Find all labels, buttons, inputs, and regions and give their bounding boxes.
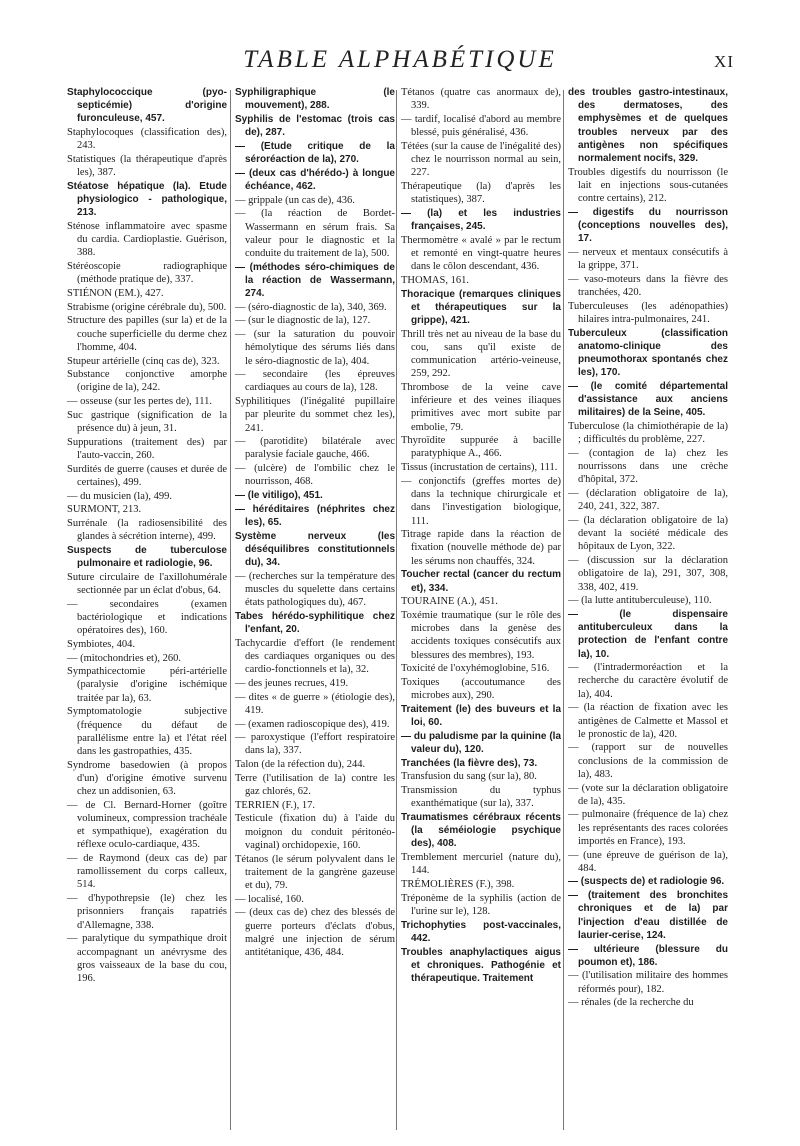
- index-entry: — (le dispensaire antituberculeux dans la protection de l'enfant contre la), 10.: [568, 608, 728, 660]
- index-entry: — (le vitiligo), 451.: [235, 490, 323, 502]
- index-entry: — de Cl. Bernard-Horner (goître volumineux, compression trachéale et sympathique), exagération du réflexe oculo-cardiaque, 435.: [67, 799, 227, 851]
- index-entry: Surrénale (la radiosensibilité des glandes à sécrétion interne), 499.: [67, 518, 227, 543]
- index-entry: — dites « de guerre » (étiologie des), 419.: [235, 691, 395, 716]
- index-entry: Tachycardie d'effort (le rendement des cardiaques organiques ou des cardio-fonctionnels et la), 32.: [235, 637, 395, 676]
- index-entry: Structure des papilles (sur la) et de la couche superficielle du derme chez l'homme, 404.: [67, 315, 227, 353]
- index-entry: — secondaire (les épreuves cardiaques au cours de la), 128.: [235, 369, 395, 394]
- index-entry: Traitement (le) des buveurs et la loi, 60.: [401, 703, 561, 729]
- index-entry: Titrage rapide dans la réaction de fixation (nouvelle méthode de) par les sérums non chauffés, 324.: [401, 529, 561, 567]
- index-entry: Syphiligraphique (le mouvement), 288.: [235, 87, 395, 112]
- index-entry: — (la) et les industries françaises, 245.: [401, 207, 561, 233]
- index-entry: Tréponème de la syphilis (action de l'urine sur le), 128.: [401, 892, 561, 917]
- index-entry: — de Raymond (deux cas de) par ramollissement du corps calleux, 514.: [67, 853, 227, 891]
- index-entry: Tuberculeux (classification anatomo-clinique des pneumothorax spontanés chez les), 170.: [568, 327, 728, 379]
- index-column-2: [235, 86, 395, 1136]
- index-entry: Staphylococcique (pyo-septicémie) d'origine furonculeuse, 457.: [67, 87, 227, 125]
- index-entry: Stéréoscopie radiographique (méthode pratique de), 337.: [67, 261, 227, 286]
- index-entry: — (Etude critique de la séroréaction de la), 270.: [235, 140, 395, 166]
- index-entry: — conjonctifs (greffes mortes de) dans la technique chirurgicale et dans l'investigation biologique, 111.: [401, 475, 561, 527]
- index-column-3: [401, 86, 561, 1136]
- index-entry: — (méthodes séro-chimiques de la réaction de Wassermann, 274.: [235, 261, 395, 300]
- index-entry: Thoracique (remarques cliniques et thérapeutiques sur la grippe), 421.: [401, 288, 561, 326]
- index-entry: Tétanos (le sérum polyvalent dans le traitement de la gangrène gazeuse et du), 79.: [235, 853, 395, 891]
- index-entry: — (vote sur la déclaration obligatoire de la), 435.: [568, 782, 728, 807]
- index-entry: — (discussion sur la déclaration obligatoire de la), 291, 307, 308, 338, 402, 419.: [568, 555, 728, 593]
- index-entry: — du musicien (la), 499.: [67, 490, 172, 502]
- page-number: XI: [714, 52, 734, 71]
- index-entry: Suspects de tuberculose pulmonaire et radiologie, 96.: [67, 544, 227, 570]
- index-entry: — (séro-diagnostic de la), 340, 369.: [235, 301, 387, 313]
- index-entry: — paroxystique (l'effort respiratoire dans la), 337.: [235, 732, 395, 757]
- index-entry: SURMONT, 213.: [67, 504, 142, 516]
- index-entry: — (déclaration obligatoire de la), 240, 241, 322, 387.: [568, 488, 728, 513]
- index-entry: — d'hypothrepsie (le) chez les prisonniers français rapatriés d'Allemagne, 338.: [67, 893, 227, 931]
- index-entry: Syphilis de l'estomac (trois cas de), 287.: [235, 113, 395, 139]
- index-entry: Tabes hérédo-syphilitique chez l'enfant, 20.: [235, 610, 395, 636]
- index-entry: — (rapport sur de nouvelles conclusions de la commission de la), 483.: [568, 742, 728, 780]
- index-entry: — osseuse (sur les pertes de), 111.: [67, 396, 213, 408]
- index-entry: — pulmonaire (fréquence de la) chez les représentants des races colorées importés en France), 193.: [568, 809, 728, 847]
- index-entry: Sténose inflammatoire avec spasme du cardia. Cardioplastie. Guérison, 388.: [67, 221, 227, 259]
- index-entry: Tuberculeuses (les adénopathies) hilaires intra-pulmonaires, 241.: [568, 300, 728, 325]
- column-rule: [396, 90, 397, 1130]
- index-entry: Syphilitiques (l'inégalité pupillaire par pleurite du sommet chez les), 241.: [235, 396, 395, 434]
- index-entry: Thrill très net au niveau de la base du cou, sans qu'il existe de communication artério-veineuse, 259, 292.: [401, 328, 561, 380]
- index-entry: Sympathicectomie péri-artérielle (paralysie d'origine ischémique traitée par la), 63.: [67, 666, 227, 704]
- index-entry: Symbiotes, 404.: [67, 638, 135, 650]
- index-entry: — (mitochondries et), 260.: [67, 652, 182, 664]
- index-entry: Toxicité de l'oxyhémoglobine, 516.: [401, 663, 550, 675]
- index-entry: Thermomètre « avalé » par le rectum et remonté en vingt-quatre heures dans le côlon descendant, 436.: [401, 234, 561, 273]
- index-entry: Troubles digestifs du nourrisson (le lait en injections sous-cutanées contre certains), 212.: [568, 166, 728, 205]
- index-column-1: [67, 86, 227, 1136]
- index-entry: Toxémie traumatique (sur le rôle des microbes dans la genèse des accidents toxiques consécutifs aux blessures des membres), 193.: [401, 609, 561, 661]
- index-entry: — paralytique du sympathique droit accompagnant un anévrysme des gros vaisseaux de la base du cou, 196.: [67, 933, 227, 984]
- index-entry: Toucher rectal (cancer du rectum et), 334.: [401, 569, 561, 594]
- index-entry: Traumatismes cérébraux récents (la séméiologie psychique des), 408.: [401, 811, 561, 850]
- index-entry: — (la réaction de Bordet-Wassermann en sérum frais. Sa valeur pour le diagnostic et la conduite du traitement de la), 500.: [235, 208, 395, 259]
- index-entry: — (sur la saturation du pouvoir hémolytique des sérums liés dans le séro-diagnostic de la), 404.: [235, 329, 395, 367]
- index-entry: Tuberculose (la chimiothérapie de la) ; difficultés du problème, 227.: [568, 421, 728, 446]
- column-rule: [230, 90, 231, 1130]
- index-entry: Tétées (sur la cause de l'inégalité des) chez le nourrisson normal au sein, 227.: [401, 140, 561, 179]
- index-entry: — localisé, 160.: [235, 893, 304, 905]
- index-entry: des troubles gastro-intestinaux, des dermatoses, des emphysèmes et de quelques troubles nerveux par des antigènes non spécifiques normalement nocifs, 329.: [568, 87, 728, 165]
- index-entry: — héréditaires (néphrites chez les), 65.: [235, 503, 395, 528]
- index-entry: Transfusion du sang (sur la), 80.: [401, 771, 537, 783]
- index-entry: — secondaires (examen bactériologique et indications opératoires des), 160.: [67, 598, 227, 637]
- index-entry: — (recherches sur la température des muscles du squelette dans certains états pathologiques du), 467.: [235, 570, 395, 609]
- index-entry: TERRIEN (F.), 17.: [235, 799, 315, 811]
- index-entry: — (traitement des bronchites chroniques et de la) par l'injection d'eau distillée de laurier-cerise, 124.: [568, 890, 728, 941]
- index-entry: Talon (de la réfection du), 244.: [235, 759, 366, 771]
- index-entry: — (suspects de) et radiologie 96.: [568, 876, 725, 888]
- index-entry: Syndrome basedowien (à propos d'un) d'origine émotive survenu chez un addisonien, 63.: [67, 759, 227, 798]
- running-title: TABLE ALPHABÉTIQUE: [243, 46, 557, 73]
- index-entry: — (sur le diagnostic de la), 127.: [235, 315, 371, 327]
- index-column-4: [568, 86, 728, 1136]
- index-entry: Thérapeutique (la) d'après les statistiques), 387.: [401, 180, 561, 206]
- index-entry: Statistiques (la thérapeutique d'après les), 387.: [67, 154, 227, 179]
- index-entry: — (deux cas de) chez des blessés de guerre porteurs d'éclats d'obus, malgré une injection de sérum antitétanique, 436, 484.: [235, 907, 395, 958]
- index-entry: Thyroïdite suppurée à bacille paratyphique A., 466.: [401, 435, 561, 460]
- index-entry: Substance conjonctive amorphe (origine de la), 242.: [67, 369, 227, 394]
- index-entry: Stupeur artérielle (cinq cas de), 323.: [67, 355, 220, 367]
- column-rule: [563, 90, 564, 1130]
- index-entry: — (contagion de la) chez les nourrissons dans une crèche d'hôpital, 372.: [568, 447, 728, 486]
- index-entry: Tétanos (quatre cas anormaux de), 339.: [401, 87, 561, 112]
- index-entry: — (la réaction de fixation avec les antigènes de Calmette et Massol et le pronostic de la), 420.: [568, 702, 728, 740]
- index-entry: — nerveux et mentaux consécutifs à la grippe, 371.: [568, 246, 728, 272]
- index-entry: Stéatose hépatique (la). Etude physiologico - pathologique, 213.: [67, 180, 227, 219]
- index-entry: TRÉMOLIÈRES (F.), 398.: [401, 878, 515, 890]
- index-entry: Thrombose de la veine cave inférieure et des veines iliaques primitives avec mort subite par embolie, 79.: [401, 381, 561, 433]
- index-entry: Toxiques (accoutumance des microbes aux), 290.: [401, 676, 561, 702]
- index-entry: — (examen radioscopique des), 419.: [235, 718, 390, 730]
- index-entry: Staphylocoques (classification des), 243.: [67, 127, 227, 152]
- index-entry: Suppurations (traitement des) par l'auto-vaccin, 260.: [67, 436, 227, 461]
- index-entry: Terre (l'utilisation de la) contre les gaz chlorés, 62.: [235, 772, 395, 798]
- index-entry: Tremblement mercuriel (nature du), 144.: [401, 852, 561, 877]
- index-entry: Trichophyties post-vaccinales, 442.: [401, 919, 561, 944]
- index-entry: Suc gastrique (signification de la présence du) à jeun, 31.: [67, 409, 227, 435]
- index-entry: — (deux cas d'hérédo-) à longue échéance, 462.: [235, 167, 395, 192]
- index-entry: THOMAS, 161.: [401, 274, 469, 286]
- index-entry: — grippale (un cas de), 436.: [235, 194, 355, 206]
- index-entry: — (parotidite) bilatérale avec paralysie faciale gauche, 466.: [235, 436, 395, 461]
- index-entry: TOURAINE (A.), 451.: [401, 596, 498, 608]
- index-entry: Testicule (fixation du) à l'aide du moignon du conduit péritonéo-vaginal) orchidopexie, 160.: [235, 813, 395, 851]
- index-entry: — (la déclaration obligatoire de la) devant la société médicale des hôpitaux de Lyon, 322.: [568, 515, 728, 553]
- index-entry: Tranchées (la fièvre des), 73.: [401, 757, 538, 769]
- index-entry: — du paludisme par la quinine (la valeur du), 120.: [401, 730, 561, 755]
- index-entry: — (la lutte antituberculeuse), 110.: [568, 595, 712, 607]
- index-entry: — rénales (de la recherche du: [568, 997, 694, 1009]
- index-entry: Suture circulaire de l'axillohumérale sectionnée par un éclat d'obus, 64.: [67, 571, 227, 597]
- index-entry: Surdités de guerre (causes et durée de certaines), 499.: [67, 463, 227, 488]
- index-entry: — (une épreuve de guérison de la), 484.: [568, 849, 728, 874]
- index-entry: — (le comité départemental d'assistance aux anciens militaires) de la Seine, 405.: [568, 380, 728, 419]
- index-entry: STIÉNON (EM.), 427.: [67, 288, 164, 300]
- index-entry: Tissus (incrustation de certains), 111.: [401, 462, 558, 474]
- index-entry: Troubles anaphylactiques aigus et chroniques. Pathogénie et thérapeutique. Traitement: [401, 946, 561, 984]
- index-entry: — (l'intradermoréaction et la recherche du caractère évolutif de la), 404.: [568, 662, 728, 700]
- index-entry: — ultérieure (blessure du poumon et), 186.: [568, 943, 728, 968]
- index-entry: Symptomatologie subjective (fréquence du défaut de parallélisme entre la) et l'état réel dans les gastropathies, 435.: [67, 706, 227, 757]
- index-entry: — (l'utilisation militaire des hommes réformés pour), 182.: [568, 970, 728, 995]
- index-entry: Strabisme (origine cérébrale du), 500.: [67, 301, 227, 313]
- index-entry: — tardif, localisé d'abord au membre blessé, puis généralisé, 436.: [401, 113, 561, 139]
- index-entry: — vaso-moteurs dans la fièvre des tranchées, 420.: [568, 273, 728, 299]
- index-entry: — des jeunes recrues, 419.: [235, 677, 349, 689]
- index-entry: — (ulcère) de l'ombilic chez le nourrisson, 468.: [235, 463, 395, 488]
- index-entry: Transmission du typhus exanthématique (sur la), 337.: [401, 785, 561, 810]
- index-entry: — digestifs du nourrisson (conceptions nouvelles des), 17.: [568, 206, 728, 245]
- index-entry: Système nerveux (les déséquilibres constitutionnels du), 34.: [235, 530, 395, 569]
